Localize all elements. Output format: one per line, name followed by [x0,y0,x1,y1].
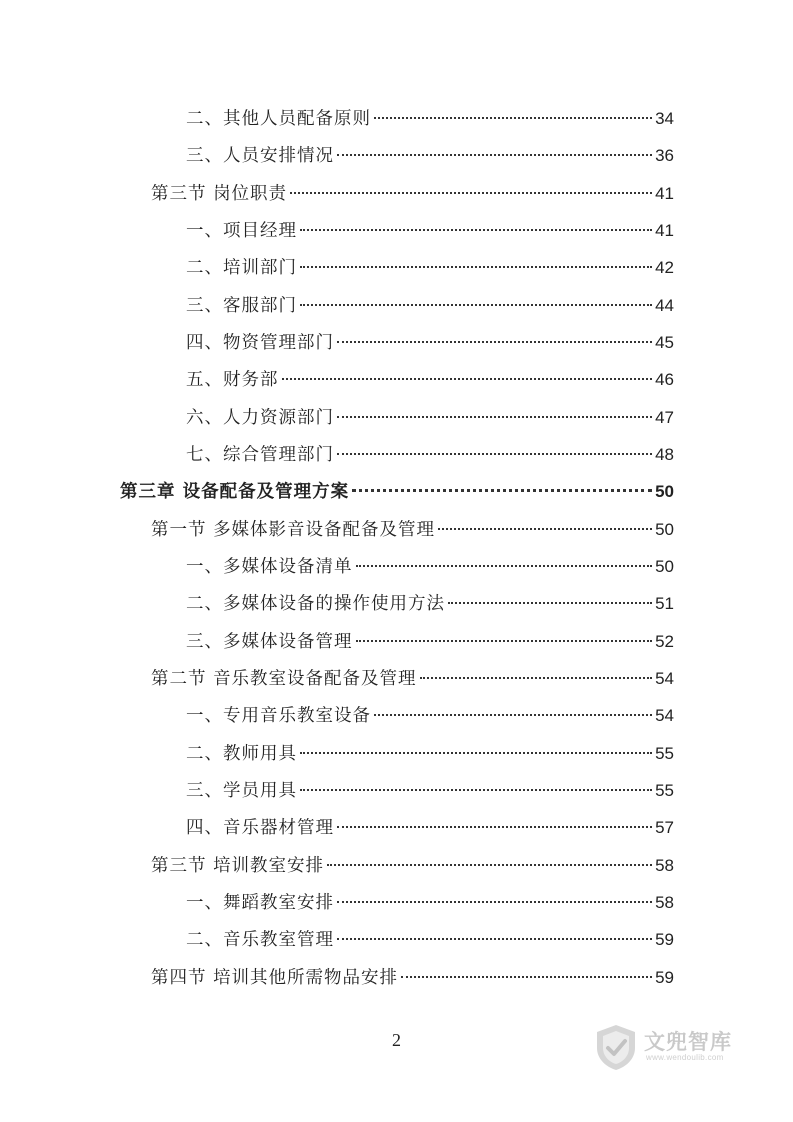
toc-leader-dots [337,938,652,940]
toc-leader-dots [300,229,652,231]
toc-entry-title: 二、多媒体设备的操作使用方法 [186,594,445,614]
toc-entry-page: 46 [655,370,674,389]
toc-section-entry[interactable] [151,179,674,209]
toc-leader-dots [300,266,652,268]
toc-entry[interactable] [186,888,674,918]
toc-section-entry[interactable] [151,664,674,694]
toc-entry[interactable] [186,627,674,657]
toc-entry-title: 第二节 音乐教室设备配备及管理 [151,669,417,689]
toc-entry-page: 51 [655,594,674,613]
toc-entry-title: 六、人力资源部门 [186,408,334,428]
toc-entry[interactable] [186,701,674,731]
toc-entry-title: 第三节 培训教室安排 [151,856,325,876]
toc-entry[interactable] [186,328,674,358]
toc-entry[interactable] [186,589,674,619]
toc-leader-dots [401,976,652,978]
toc-entry[interactable] [186,403,674,433]
toc-entry-title: 一、舞蹈教室安排 [186,893,334,913]
toc-entry-title: 三、客服部门 [186,296,297,316]
toc-entry-page: 42 [655,258,674,277]
toc-leader-dots [337,453,652,455]
watermark-url: www.wendoulib.com [646,1053,724,1062]
toc-entry[interactable] [186,104,674,134]
toc-entry[interactable] [186,739,674,769]
toc-leader-dots [282,378,653,380]
toc-entry-page: 54 [655,669,674,688]
toc-leader-dots [300,789,652,791]
toc-entry-title: 四、物资管理部门 [186,333,334,353]
toc-entry-title: 第三节 岗位职责 [151,184,288,204]
toc-leader-dots [420,677,653,679]
toc-entry[interactable] [186,291,674,321]
toc-entry[interactable] [186,813,674,843]
toc-section-entry[interactable] [151,515,674,545]
toc-entry-page: 50 [655,557,674,576]
toc-leader-dots [337,901,652,903]
toc-section-entry[interactable] [151,963,674,993]
watermark-title: 文兜智库 [644,1030,732,1054]
toc-leader-dots [356,640,653,642]
toc-entry-page: 57 [655,818,674,837]
toc-entry-title: 第一节 多媒体影音设备配备及管理 [151,520,436,540]
toc-leader-dots [337,341,652,343]
toc-entry-page: 48 [655,445,674,464]
toc-entry-page: 45 [655,333,674,352]
toc-entry-page: 55 [655,744,674,763]
toc-leader-dots [374,117,652,119]
toc-entry-page: 50 [655,482,674,501]
toc-entry-title: 二、其他人员配备原则 [186,109,371,129]
toc-entry-page: 58 [655,856,674,875]
toc-entry-title: 一、多媒体设备清单 [186,557,353,577]
toc-entry-title: 一、专用音乐教室设备 [186,706,371,726]
toc-entry[interactable] [186,253,674,283]
toc-leader-dots [438,528,652,530]
toc-leader-dots [337,154,652,156]
toc-leader-dots [352,489,652,492]
toc-entry-title: 三、学员用具 [186,781,297,801]
toc-entry-title: 三、多媒体设备管理 [186,632,353,652]
toc-entry-page: 41 [655,221,674,240]
toc-entry[interactable] [186,925,674,955]
toc-entry-title: 五、财务部 [186,370,279,390]
toc-leader-dots [448,602,652,604]
toc-entry-page: 47 [655,408,674,427]
toc-leader-dots [337,826,652,828]
toc-entry-page: 34 [655,109,674,128]
toc-entry-title: 第三章 设备配备及管理方案 [120,482,350,502]
toc-entry-page: 41 [655,184,674,203]
toc-entry[interactable] [186,552,674,582]
toc-leader-dots [356,565,653,567]
toc-section-entry[interactable] [151,851,674,881]
toc-leader-dots [290,192,652,194]
toc-entry-title: 二、教师用具 [186,744,297,764]
toc-entry-page: 54 [655,706,674,725]
toc-entry-page: 59 [655,968,674,987]
toc-entry[interactable] [186,776,674,806]
toc-entry-page: 58 [655,893,674,912]
page-number: 2 [392,1030,401,1050]
toc-entry-page: 52 [655,632,674,651]
toc-leader-dots [337,416,652,418]
toc-leader-dots [374,714,652,716]
toc-entry-title: 二、音乐教室管理 [186,930,334,950]
toc-entry[interactable] [186,365,674,395]
toc-leader-dots [327,864,652,866]
toc-entry-title: 七、综合管理部门 [186,445,334,465]
toc-entry-page: 44 [655,296,674,315]
toc-chapter-entry[interactable] [120,477,674,507]
watermark [592,1022,752,1074]
toc-entry-page: 36 [655,146,674,165]
toc-entry-title: 四、音乐器材管理 [186,818,334,838]
toc-leader-dots [300,752,652,754]
toc-entry-title: 第四节 培训其他所需物品安排 [151,968,399,988]
toc-entry-page: 59 [655,930,674,949]
toc-entry[interactable] [186,216,674,246]
toc-leader-dots [300,304,652,306]
toc-entry-title: 二、培训部门 [186,258,297,278]
toc-entry[interactable] [186,440,674,470]
toc-entry-title: 一、项目经理 [186,221,297,241]
shield-check-logo-icon [592,1022,640,1072]
toc-entry[interactable] [186,141,674,171]
toc-entry-title: 三、人员安排情况 [186,146,334,166]
toc-entry-page: 50 [655,520,674,539]
toc-entry-page: 55 [655,781,674,800]
